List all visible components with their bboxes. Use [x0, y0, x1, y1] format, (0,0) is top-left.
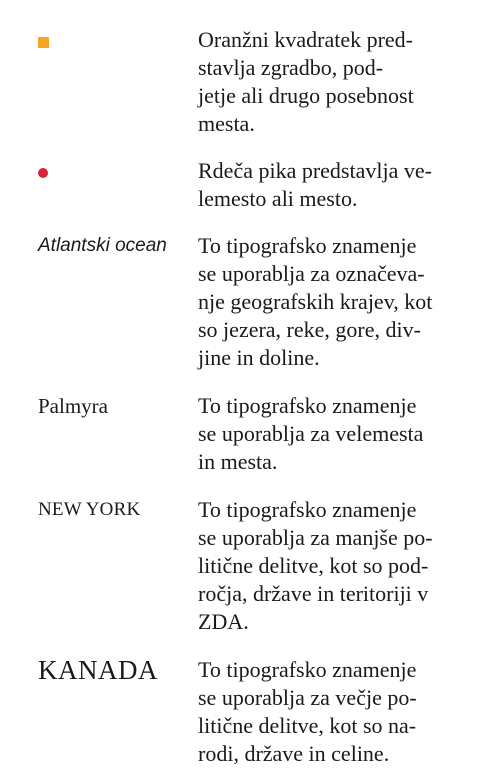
legend-row-geographic — [38, 232, 468, 372]
legend-row-country — [38, 656, 468, 768]
red-dot-icon — [38, 168, 48, 178]
legend-key — [38, 496, 198, 524]
legend-row-city-dot — [38, 157, 468, 213]
map-legend — [38, 26, 468, 768]
label-sample-city: Palmyra — [38, 394, 108, 418]
label-sample-geographic: Atlantski ocean — [38, 235, 167, 256]
legend-description: To tipografsko znamenje se uporablja za označeva- nje geografskih krajev, kot so jezera, reke, gore, div- jine in doline. — [198, 233, 433, 370]
legend-key — [38, 656, 198, 684]
label-sample-country: KANADA — [38, 655, 158, 685]
legend-description: To tipografsko znamenje se uporablja za velemesta in mesta. — [198, 393, 424, 474]
legend-description: Rdeča pika predstavlja ve- lemesto ali mesto. — [198, 158, 432, 211]
legend-description: Oranžni kvadratek pred- stavlja zgradbo, pod- jetje ali drugo posebnost mesta. — [198, 27, 414, 136]
legend-key — [38, 392, 198, 420]
orange-square-icon — [38, 37, 49, 48]
legend-description: To tipografsko znamenje se uporablja za manjše po- litične delitve, kot so pod- ročja, države in teritoriji v ZDA. — [198, 497, 433, 634]
legend-key — [38, 232, 198, 260]
legend-description: To tipografsko znamenje se uporablja za večje po- litične delitve, kot so na- rodi, države in celine. — [198, 657, 417, 766]
legend-row-state — [38, 496, 468, 636]
legend-row-building — [38, 26, 468, 138]
label-sample-state: NEW YORK — [38, 499, 141, 520]
legend-row-city — [38, 392, 468, 476]
